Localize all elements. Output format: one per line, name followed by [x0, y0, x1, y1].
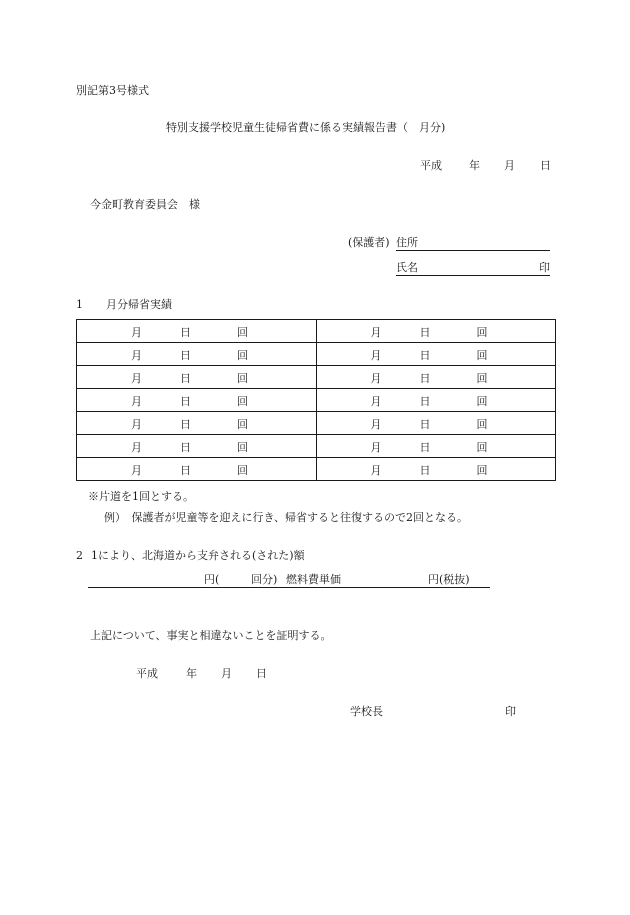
month-label: 月 — [370, 326, 382, 339]
times-label: 回 — [476, 326, 488, 339]
times-label: 回 — [476, 349, 488, 362]
month-label: 月 — [131, 372, 142, 385]
note: ※片道を1回とする。 — [88, 490, 194, 503]
table-cell-left — [77, 412, 317, 435]
times-label: 回 — [237, 418, 248, 431]
table-cell-left — [77, 458, 317, 481]
amount-yen-tax: 円(税抜) — [428, 573, 470, 586]
month-label: 月 — [131, 464, 142, 477]
day-label: 日 — [180, 395, 191, 408]
section1-heading: 月分帰省実績 — [106, 298, 172, 311]
day-label: 日 — [180, 372, 191, 385]
example-note: 例） 保護者が児童等を迎えに行き、帰省すると往復するので2回となる。 — [104, 511, 469, 524]
guardian-seal: 印 — [539, 261, 550, 274]
month-label: 月 — [131, 441, 142, 454]
table-row — [77, 343, 556, 366]
table-cell-left — [77, 343, 317, 366]
table-cell-left — [77, 366, 317, 389]
principal-label: 学校長 — [350, 705, 383, 718]
times-label: 回 — [476, 441, 488, 454]
table-row — [77, 458, 556, 481]
day-label: 日 — [180, 441, 191, 454]
day-label: 日 — [419, 349, 431, 362]
table-cell-right — [316, 366, 556, 389]
day-label: 日 — [180, 464, 191, 477]
table-cell-right — [316, 343, 556, 366]
guardian-name-field — [396, 261, 550, 276]
bottom-date-era: 平成 — [136, 667, 158, 680]
amount-yen-open: 円( — [204, 573, 220, 586]
table-row — [77, 389, 556, 412]
day-label: 日 — [419, 326, 431, 339]
day-label: 日 — [419, 418, 431, 431]
day-label: 日 — [180, 349, 191, 362]
table-row — [77, 435, 556, 458]
month-label: 月 — [131, 349, 142, 362]
times-label: 回 — [237, 441, 248, 454]
section2-number: 2 — [76, 549, 83, 562]
month-label: 月 — [131, 395, 142, 408]
table-cell-right — [316, 389, 556, 412]
month-label: 月 — [370, 349, 382, 362]
times-label: 回 — [237, 326, 248, 339]
day-label: 日 — [419, 395, 431, 408]
month-label: 月 — [370, 441, 382, 454]
times-label: 回 — [237, 372, 248, 385]
date-era: 平成 — [420, 159, 442, 172]
section1-number: 1 — [76, 298, 83, 311]
month-label: 月 — [370, 418, 382, 431]
table-cell-right — [316, 435, 556, 458]
bottom-date-year: 年 — [186, 667, 197, 680]
guardian-prefix: (保護者) — [348, 236, 390, 249]
guardian-address-field — [396, 236, 550, 251]
guardian-address-label: 住所 — [396, 236, 418, 249]
table-cell-right — [316, 320, 556, 343]
return-record-table — [76, 319, 556, 481]
month-label: 月 — [131, 418, 142, 431]
table-cell-right — [316, 458, 556, 481]
times-label: 回 — [476, 395, 488, 408]
form-id: 別記第3号様式 — [76, 84, 149, 97]
times-label: 回 — [476, 464, 488, 477]
month-label: 月 — [370, 395, 382, 408]
certification-statement: 上記について、事実と相違ないことを証明する。 — [90, 629, 332, 642]
fuel-unit-price-label: 燃料費単価 — [286, 573, 341, 586]
times-label: 回 — [476, 372, 488, 385]
times-label: 回 — [476, 418, 488, 431]
day-label: 日 — [419, 441, 431, 454]
table-row — [77, 366, 556, 389]
amount-times: 回分) — [251, 573, 278, 586]
table-row — [77, 320, 556, 343]
addressee: 今金町教育委員会 様 — [90, 198, 200, 211]
table-row — [77, 412, 556, 435]
times-label: 回 — [237, 349, 248, 362]
month-label: 月 — [131, 326, 142, 339]
times-label: 回 — [237, 395, 248, 408]
table-cell-left — [77, 389, 317, 412]
day-label: 日 — [419, 372, 431, 385]
month-label: 月 — [370, 372, 382, 385]
date-month: 月 — [504, 159, 515, 172]
month-label: 月 — [370, 464, 382, 477]
day-label: 日 — [180, 326, 191, 339]
table-cell-left — [77, 320, 317, 343]
day-label: 日 — [419, 464, 431, 477]
guardian-name-label: 氏名 — [396, 261, 418, 274]
page-title: 特別支援学校児童生徒帰省費に係る実績報告書（ 月分) — [166, 121, 446, 134]
table-cell-right — [316, 412, 556, 435]
bottom-date-month: 月 — [221, 667, 232, 680]
amount-line — [88, 573, 490, 588]
table-cell-left — [77, 435, 317, 458]
principal-seal: 印 — [505, 705, 516, 718]
section2-heading: 1により、北海道から支弁される(された)額 — [91, 549, 305, 562]
times-label: 回 — [237, 464, 248, 477]
day-label: 日 — [180, 418, 191, 431]
date-year: 年 — [469, 159, 480, 172]
bottom-date-day: 日 — [256, 667, 267, 680]
date-day: 日 — [540, 159, 551, 172]
